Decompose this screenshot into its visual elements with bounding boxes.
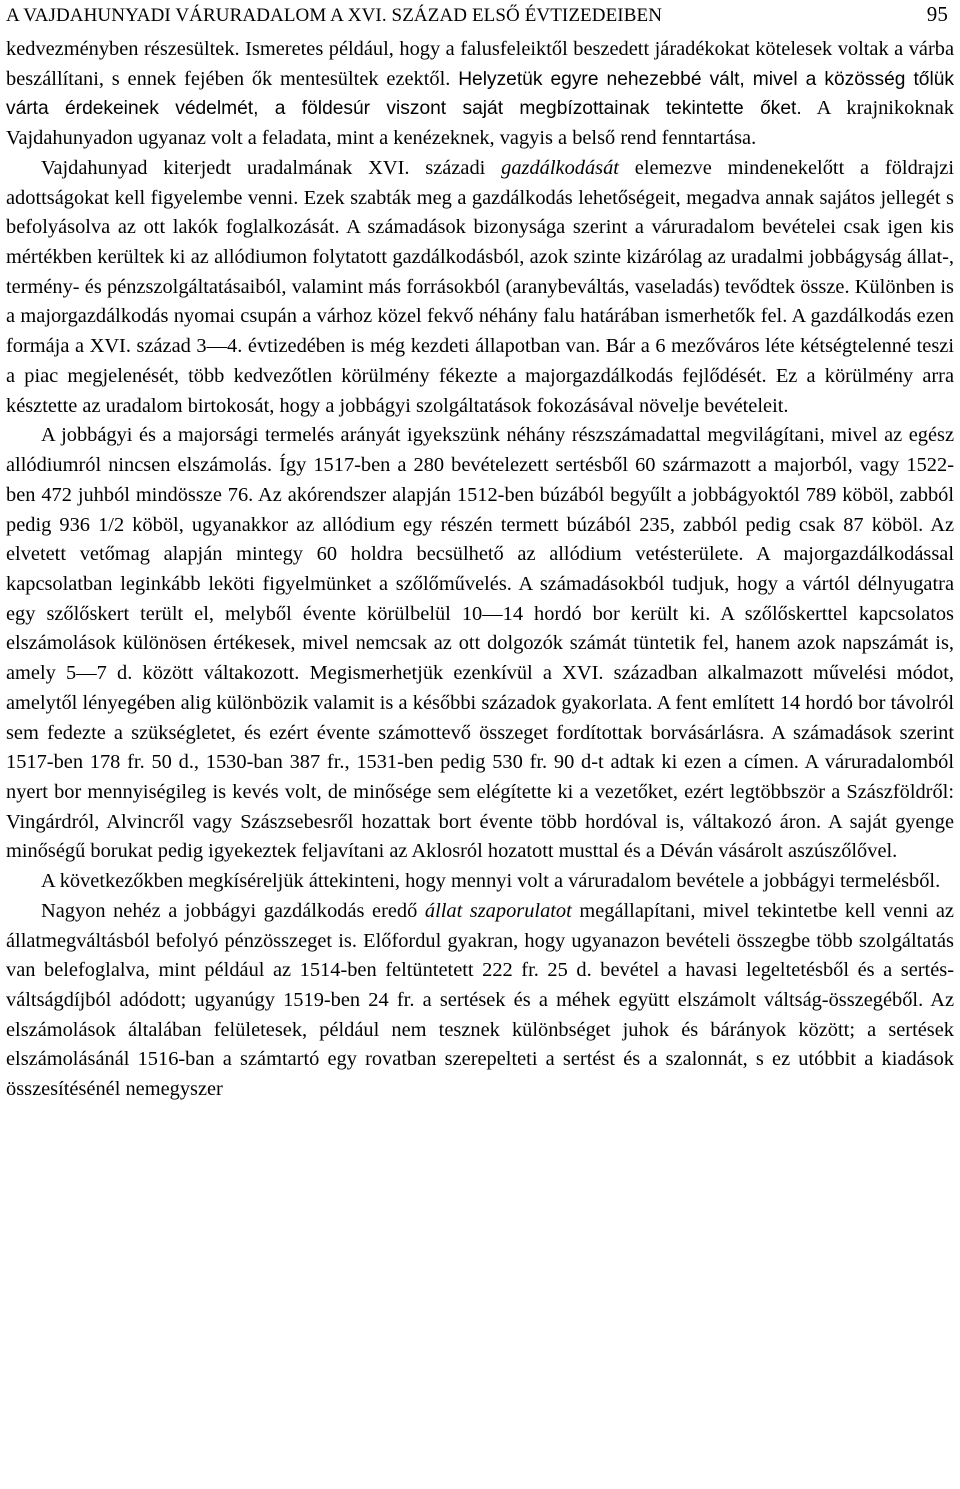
document-page [6,0,954,1489]
paragraph [6,421,954,867]
paragraph [6,35,954,154]
running-title: A VAJDAHUNYADI VÁRURADALOM A XVI. SZÁZAD ELSŐ ÉVTIZEDEIBEN [6,5,663,26]
text-run: Nagyon nehéz a jobbágyi gazdálkodás eredő [41,899,425,922]
paragraph [6,154,954,421]
paragraph [6,867,954,897]
text-run-sans: Helyzetük egyre nehezebbé vált, mivel a közösség tőlük várta érdekeinek védelmét, a földesúr viszont saját megbízottainak tekintette őket. [6,68,954,120]
text-run: megállapítani, mivel tekintetbe kell venni az állatmegváltásból befolyó pénzösszeget is. Előfordul gyakran, hogy ugyanazon bevételi összegbe több szolgáltatás van belefoglalva, mint például az 1514-ben feltüntetett 222 fr. 25 d. bevétel a havasi legeltetésből és a sertés-váltságdíjból adódott; ugyanúgy 1519-ben 24 fr. a sertések és a méhek együtt elszámolt váltság-összegéből. Az elszámolások általában felületesek, például nem tesznek különbséget juhok és bárányok között; a sertések elszámolásánál 1516-ban a számtartó egy rovatban szerepelteti a sertést és a szalonnát, s ez utóbbit a kiadások összesítésénél nemegyszer [6,899,954,1101]
text-run: Vajdahunyad kiterjedt uradalmának XVI. századi [41,156,502,179]
paragraph [6,897,954,1105]
italic-term: gazdálkodását [501,156,619,179]
running-header [6,0,954,32]
text-run: A jobbágyi és a majorsági termelés arányát igyekszünk néhány részszámadattal megvilágítani, mivel az egész allódiumról nincsen elszámolás. Így 1517-ben a 280 bevételezett sertésből 60 származott a majorból, vagy 1522-ben 472 juhból mindössze 76. Az akórendszer alapján 1512-ben búzából begyűlt a jobbágyoktól 789 köböl, zabból pedig 936 1/2 köböl, ugyanakkor az allódium egy részén termett búzából 235, zabból pedig csak 87 köböl. Az elvetett vetőmag alapján mintegy 60 holdra becsülhető az allódium vetésterülete. A majorgazdálkodással kapcsolatban leginkább leköti figyelmünket a szőlőművelés. A számadásokból tudjuk, hogy a vártól délnyugatra egy szőlőskert terült el, melyből évente körülbelül 10—14 hordó bor került ki. A szőlőskerttel kapcsolatos elszámolások különösen értékesek, mivel nemcsak az ott dolgozók számát tüntetik fel, hanem azok napszámát is, amely 5—7 d. között váltakozott. Megismerhetjük ezenkívül a XVI. században alkalmazott művelési módot, amelytől lényegében alig különbözik valamit is a későbbi századok gyakorlata. A fent említett 14 hordó bor távolról sem fedezte a szükségletet, és ezért évente számottevő összeget fordítottak borvásárlásra. A számadások szerint 1517-ben 178 fr. 50 d., 1530-ban 387 fr., 1531-ben pedig 530 fr. 90 d-t adtak ki ezen a címen. A váruradalomból nyert bor mennyiségileg is kevés volt, de minősége sem elégítette ki a vezetőket, ezért legtöbbször a Szászföldről: Vingárdról, Alvincről vagy Szászsebesről hozattak bort évente több hordóval is, váltakozó áron. A saját gyenge minőségű borukat pedig igyekeztek feljavítani az Aklosról hozatott musttal és a Déván vásárolt aszúszőlővel. [6,424,954,863]
italic-term: állat szaporulatot [424,899,572,922]
text-run: kedvezményben részesültek. Ismeretes például, hogy a falusfeleiktől beszedett járadékokat kötelesek voltak a várba beszállítani, s ennek fejében ők mentesültek ezektől. [6,38,954,90]
body-text [6,35,954,1105]
text-run: A következőkben megkíséreljük áttekinteni, hogy mennyi volt a váruradalom bevétele a jobbágyi termelésből. [41,870,941,893]
page-number: 95 [926,2,948,26]
text-run: elemezve mindenekelőtt a földrajzi adottságokat kell figyelembe venni. Ezek szabták meg a gazdálkodás lehetőségeit, megadva annak sajátos jellegét s befolyásolva az ott lakók foglalkozását. A számadások bizonysága szerint a váruradalom bevételei csak igen kis mértékben kerültek ki az allódiumon folytatott gazdálkodásból, azok szinte kizárólag az uradalmi jobbágyság állat-, termény- és pénzszolgáltatásaiból, valamint más forrásokból (aranybeváltás, vaseladás) tevődtek össze. Különben is a majorgazdálkodás nyomai csupán a várhoz közel fekvő néhány falu határában ismerhetők fel. A gazdálkodás ezen formája a XVI. század 3—4. évtizedében is még kezdeti állapotban van. Bár a 6 mezőváros léte kétségtelenné teszi a piac megjelenését, több kedvezőtlen körülmény fékezte a majorgazdálkodás fejlődését. Ez a körülmény arra késztette az uradalom birtokosát, hogy a jobbágyi szolgáltatások fokozásával növelje bevételeit. [6,156,954,417]
text-run: A krajnikoknak Vajdahunyadon ugyanaz volt a feladata, mint a kenézeknek, vagyis a belső rend fenntartása. [6,97,954,150]
